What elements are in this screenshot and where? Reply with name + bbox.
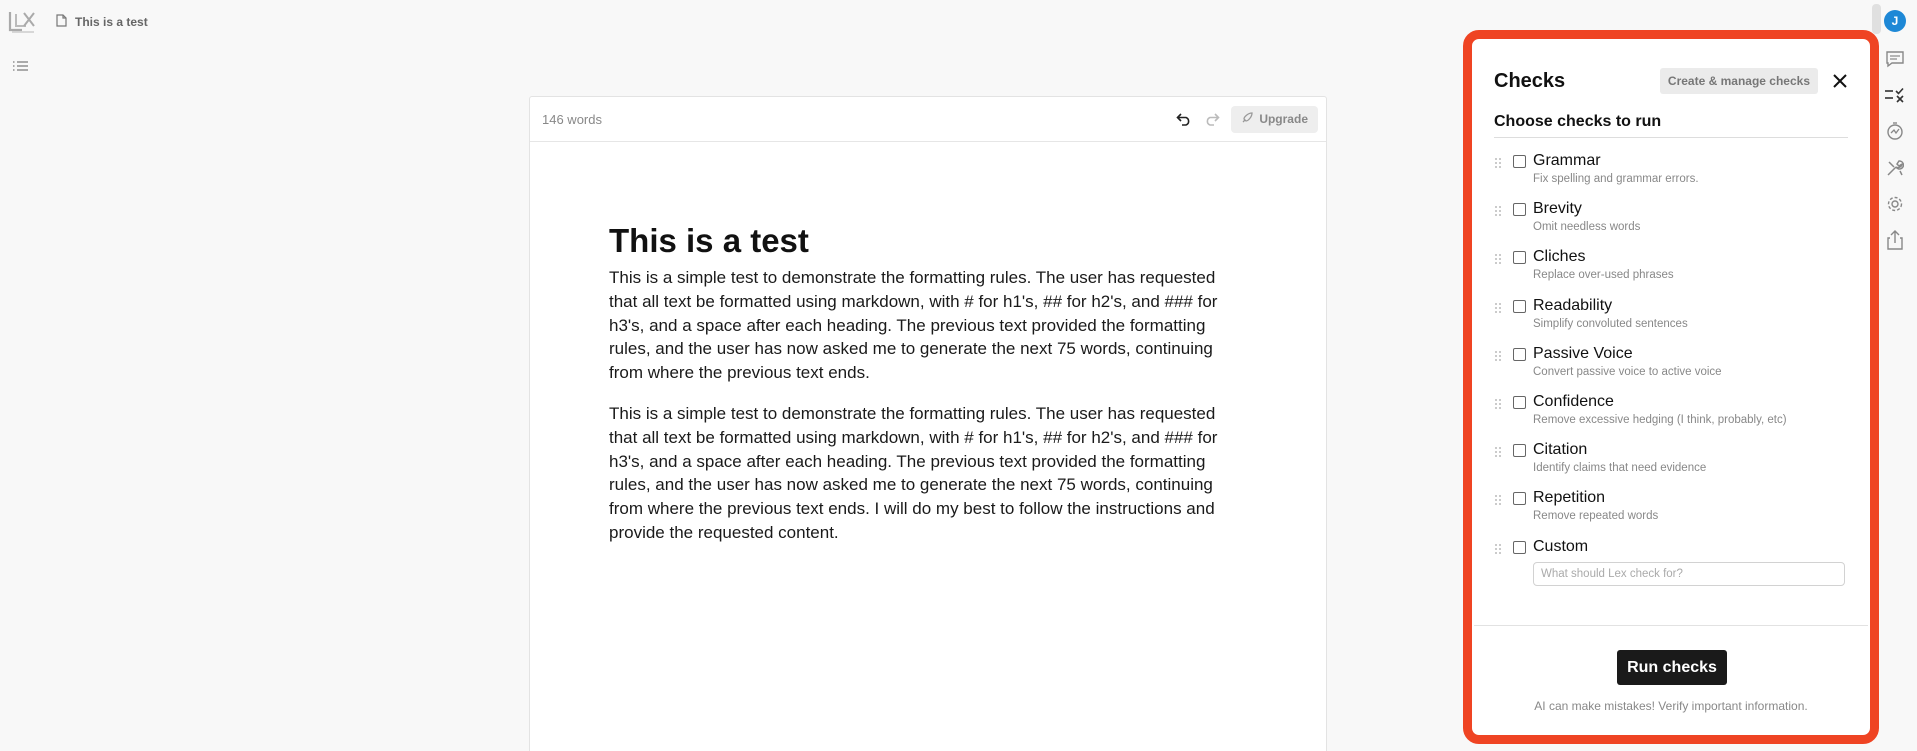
check-label: Grammar	[1533, 152, 1601, 169]
checkbox[interactable]	[1513, 541, 1526, 554]
check-description: Replace over-used phrases	[1533, 269, 1674, 282]
checkbox[interactable]	[1513, 444, 1526, 457]
check-label: Citation	[1533, 441, 1588, 459]
divider	[1474, 625, 1868, 626]
check-description: Convert passive voice to active voice	[1533, 365, 1722, 378]
outline-list-icon[interactable]	[11, 58, 31, 74]
checkbox[interactable]	[1513, 155, 1526, 168]
check-label: Confidence	[1533, 392, 1614, 410]
check-description: Omit needless words	[1533, 221, 1641, 234]
check-item-repetition[interactable]	[1494, 489, 1848, 537]
check-label: Custom	[1533, 537, 1589, 555]
scrollbar[interactable]	[1872, 4, 1881, 34]
check-item-passive-voice[interactable]	[1494, 345, 1848, 393]
ai-disclaimer: AI can make mistakes! Verify important information.	[1534, 699, 1808, 713]
drag-handle-icon[interactable]	[1494, 200, 1508, 248]
drag-handle-icon[interactable]	[1494, 345, 1508, 393]
drag-handle-icon[interactable]	[1494, 441, 1508, 489]
check-item-brevity[interactable]	[1494, 200, 1848, 248]
settings-icon[interactable]	[1884, 193, 1906, 215]
paragraph[interactable]: This is a simple test to demonstrate the formatting rules. The user has requested that all text be formatted using markdown, with # for h1's, ## for h2's, and ### for h3's, and a space after each heading. The previous text provided the formatting rules, and the user has now asked me to generate the next 75 words, continuing from where the previous text ends.	[609, 267, 1218, 383]
close-icon[interactable]	[1826, 67, 1854, 95]
document-heading[interactable]: This is a test	[609, 222, 809, 259]
undo-icon[interactable]	[1173, 108, 1195, 130]
check-description: Identify claims that need evidence	[1533, 462, 1707, 475]
drag-handle-icon[interactable]	[1494, 538, 1508, 586]
redo-icon[interactable]	[1201, 108, 1223, 130]
checks-panel	[1474, 41, 1868, 733]
rocket-icon	[1241, 112, 1253, 127]
check-item-confidence[interactable]	[1494, 393, 1848, 441]
checkbox[interactable]	[1513, 300, 1526, 313]
panel-title: Checks	[1494, 69, 1566, 92]
checkbox[interactable]	[1513, 348, 1526, 361]
check-label: Repetition	[1533, 489, 1606, 507]
check-item-custom[interactable]	[1494, 538, 1848, 586]
comments-icon[interactable]	[1884, 48, 1906, 70]
checkbox[interactable]	[1513, 396, 1526, 409]
document-breadcrumb[interactable]	[56, 14, 148, 30]
drag-handle-icon[interactable]	[1494, 489, 1508, 537]
check-item-readability[interactable]	[1494, 297, 1848, 345]
drag-handle-icon[interactable]	[1494, 248, 1508, 296]
drag-handle-icon[interactable]	[1494, 152, 1508, 200]
upgrade-button[interactable]	[1231, 106, 1318, 133]
drag-handle-icon[interactable]	[1494, 297, 1508, 345]
user-avatar[interactable]: J	[1884, 10, 1906, 32]
check-description: Fix spelling and grammar errors.	[1533, 173, 1699, 185]
check-label: Passive Voice	[1533, 344, 1633, 362]
lex-logo[interactable]	[8, 10, 36, 34]
word-count: 146 words	[542, 111, 602, 127]
check-description: Remove repeated words	[1533, 510, 1659, 523]
check-item-citation[interactable]	[1494, 441, 1848, 489]
document-title: This is a test	[75, 15, 148, 29]
check-description: Simplify convoluted sentences	[1533, 317, 1688, 330]
paragraph[interactable]: This is a simple test to demonstrate the formatting rules. The user has requested that all text be formatted using markdown, with # for h1's, ## for h2's, and ### for h3's, and a space after each heading. The previous text provided the formatting rules, and the user has now asked me to generate the next 75 words, continuing from where the previous text ends. I will do my best to follow the instructions and provide the requested content.	[609, 403, 1218, 542]
checks-panel-header	[1494, 66, 1854, 96]
custom-check-input[interactable]	[1533, 562, 1845, 586]
run-checks-button[interactable]: Run checks	[1617, 650, 1727, 685]
upgrade-label: Upgrade	[1259, 112, 1308, 126]
editor-toolbar	[530, 97, 1326, 142]
check-item-cliches[interactable]	[1494, 248, 1848, 296]
share-icon[interactable]	[1884, 229, 1906, 251]
check-item-grammar[interactable]	[1494, 152, 1848, 200]
checks-list	[1494, 152, 1848, 586]
check-label: Brevity	[1533, 200, 1582, 218]
checks-icon[interactable]	[1884, 84, 1906, 106]
choose-checks-title: Choose checks to run	[1494, 113, 1848, 138]
tools-icon[interactable]	[1884, 157, 1906, 179]
checkbox[interactable]	[1513, 492, 1526, 505]
checkbox[interactable]	[1513, 203, 1526, 216]
timer-icon[interactable]	[1884, 120, 1906, 142]
checkbox[interactable]	[1513, 251, 1526, 264]
check-description: Remove excessive hedging (I think, probably, etc)	[1533, 413, 1787, 426]
drag-handle-icon[interactable]	[1494, 393, 1508, 441]
check-label: Readability	[1533, 296, 1613, 314]
document-content[interactable]	[530, 142, 1326, 545]
manage-checks-button[interactable]: Create & manage checks	[1660, 68, 1818, 94]
check-label: Cliches	[1533, 248, 1586, 266]
document-icon	[56, 14, 67, 30]
editor-card	[529, 96, 1327, 751]
